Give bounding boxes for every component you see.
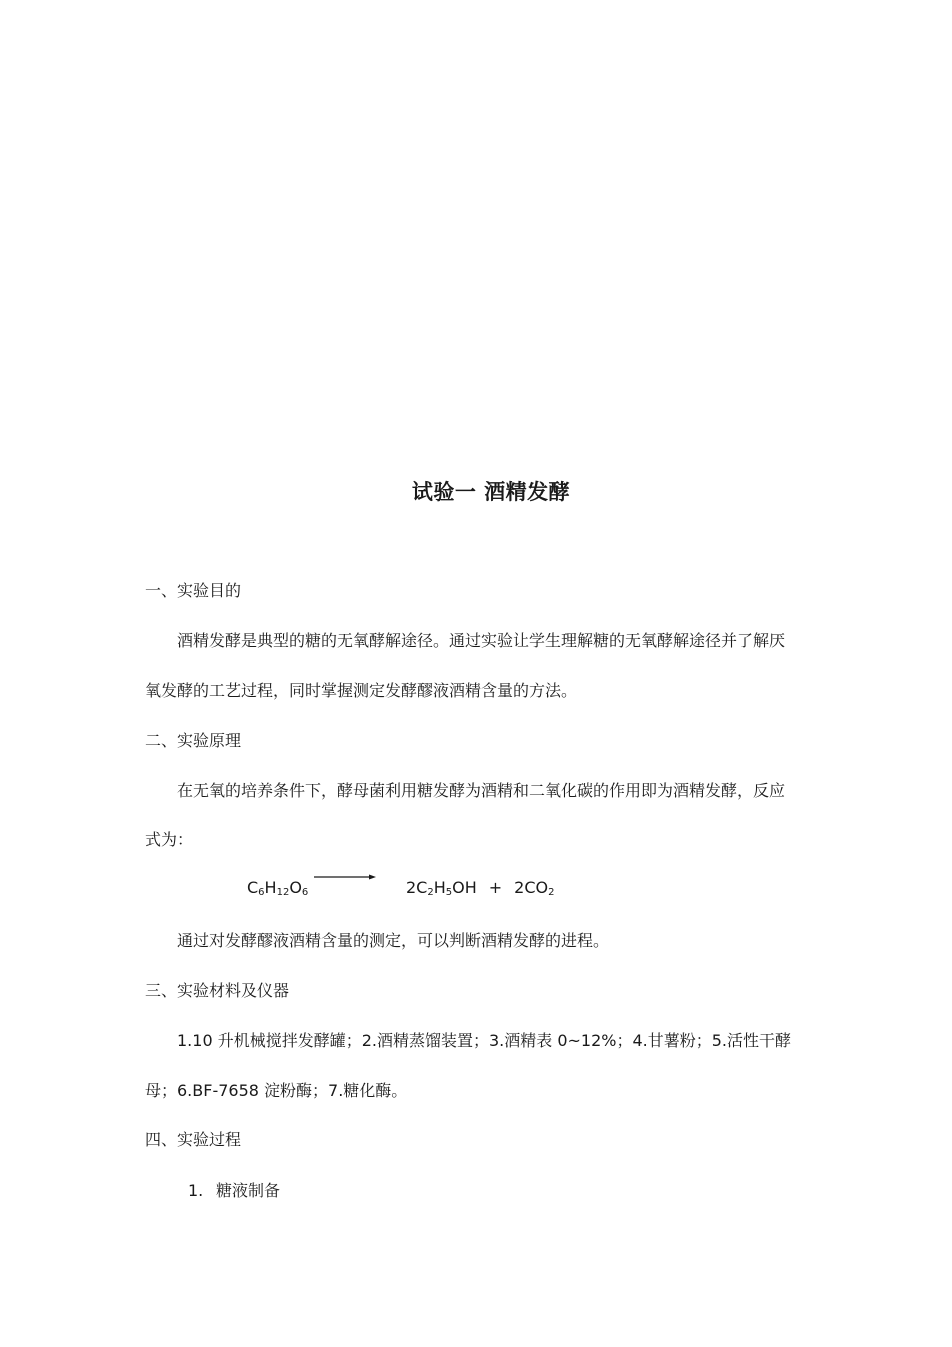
paragraph-principle-line2: 式为： [145,830,194,849]
reactant-glucose: $C_6H_{12}O_6$ [247,878,309,898]
paragraph-materials-line2: 母；6.BF-7658 淀粉酶；7.糖化酶。 [145,1081,408,1100]
paragraph-purpose-line2: 氧发酵的工艺过程，同时掌握测定发酵醪液酒精含量的方法。 [145,681,578,700]
procedure-item-1 [188,1180,280,1202]
paragraph-principle-line1: 在无氧的培养条件下，酵母菌利用糖发酵为酒精和二氧化碳的作用即为酒精发酵，反应 [177,781,786,800]
section-heading-materials: 三、实验材料及仪器 [145,981,290,1000]
products [406,878,555,898]
plus-sign: + [488,878,503,897]
paragraph-materials-line1: 1.10 升机械搅拌发酵罐；2.酒精蒸馏装置；3.酒精表 0~12%；4.甘薯粉；5.活性干酵 [177,1031,792,1050]
section-heading-purpose: 一、实验目的 [145,581,242,600]
reaction-arrow-icon [314,872,376,882]
section-heading-procedure: 四、实验过程 [145,1130,242,1149]
procedure-item-number: 1. [188,1181,204,1200]
product-co2: $2CO_2$ [514,878,555,898]
section-heading-principle: 二、实验原理 [145,731,242,750]
reaction-equation [247,878,567,908]
paragraph-purpose-line1: 酒精发酵是典型的糖的无氧酵解途径。通过实验让学生理解糖的无氧酵解途径并了解厌 [177,631,786,650]
procedure-item-label: 糖液制备 [216,1181,281,1200]
doc-title: 试验一 酒精发酵 [411,480,571,504]
paragraph-principle-line3: 通过对发酵醪液酒精含量的测定，可以判断酒精发酵的进程。 [177,931,610,950]
product-ethanol: $2C_2H_5OH$ [406,878,477,898]
